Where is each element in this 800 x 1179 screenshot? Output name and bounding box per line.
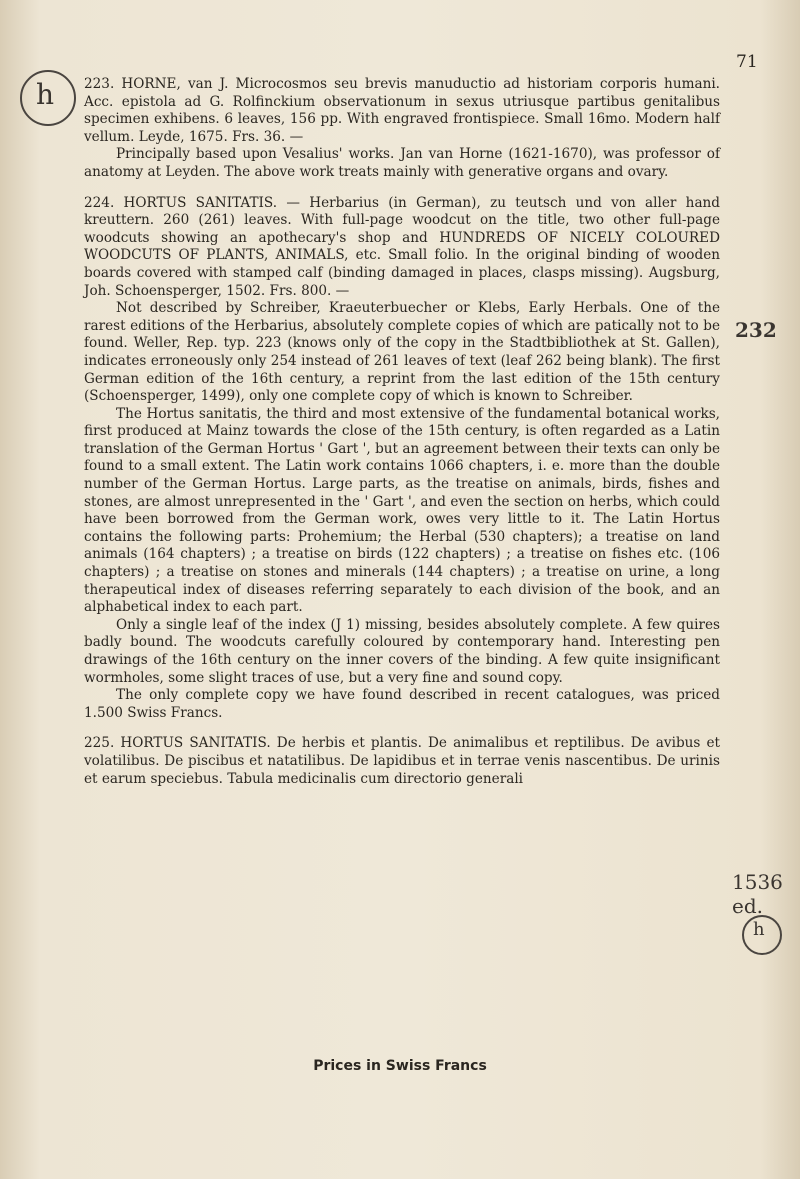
entry-note: Principally based upon Vesalius' works. Jan van Horne (1621-1670), was professor of anatomy at Leyden. The above work treats mainly with generative organs and ovary. (84, 146, 720, 180)
entry-paragraph: 225. HORTUS SANITATIS. De herbis et plantis. De animalibus et reptilibus. De avibus et volatilibus. De piscibus et natatilibus. De lapidibus et in terrae venis nascentibus. De urinis et earum speciebus. Tabula medicinalis cum directorio generali (84, 735, 720, 787)
margin-note-left-top: h (36, 78, 55, 111)
entry-225 (84, 735, 720, 788)
catalogue-text (84, 76, 720, 801)
entry-note: The Hortus sanitatis, the third and most extensive of the fundamental botanical works, first produced at Mainz towards the close of the 15th century, is often regarded as a Latin translation of the German Hortus ' Gart ', but an agreement between their texts can only be found to a small extent. The Latin work contains 1066 chapters, i. e. more than the double number of the German Hortus. Large parts, as the treatise on animals, birds, fishes and stones, are almost unrepresented in the ' Gart ', and even the section on herbs, which could have been borrowed from the German work, owes very little to it. The Latin Hortus contains the following parts: Prohemium; the Herbal (530 chapters); a treatise on land animals (164 chapters) ; a treatise on birds (122 chapters) ; a treatise on fishes etc. (106 chapters) ; a treatise on stones and minerals (144 chapters) ; a treatise on urine, a long therapeutical index of diseases referring separately to each division of the book, and an alphabetical index to each part. (84, 405, 720, 616)
margin-note-right-lower: 1536 ed. (732, 870, 783, 918)
entry-paragraph: 224. HORTUS SANITATIS. — Herbarius (in German), zu teutsch und von aller hand kreuttern. 260 (261) leaves. With full-page woodcut on the title, two other full-page woodcuts showing an apothecary's shop and HUNDREDS OF NICELY COLOURED WOODCUTS OF PLANTS, ANIMALS, etc. Small folio. In the original binding of wooden boards covered with stamped calf (binding damaged in places, clasps missing). Augsburg, Joh. Schoensperger, 1502. Frs. 800. — (84, 194, 720, 299)
entry-223 (84, 76, 720, 182)
entry-paragraph: 223. HORNE, van J. Microcosmos seu brevis manuductio ad historiam corporis humani. Acc. epistola ad G. Rolfinckium observationum in sexus utriusque partibus genitalibus specimen exhibens. 6 leaves, 156 pp. With engraved frontispiece. Small 16mo. Modern half vellum. Leyde, 1675. Frs. 36. — (84, 76, 720, 145)
page-footer: Prices in Swiss Francs (313, 1058, 487, 1074)
entry-note: Not described by Schreiber, Kraeuterbuecher or Klebs, Early Herbals. One of the rarest editions of the Herbarius, absolutely complete copies of which are patically not to be found. Weller, Rep. typ. 223 (knows only of the copy in the Stadtbibliothek at St. Gallen), indicates erroneously only 254 instead of 261 leaves of text (leaf 262 being blank). The first German edition of the 16th century, a reprint from the last edition of the 15th century (Schoensperger, 1499), only one complete copy of which is known to Schreiber. (84, 300, 720, 405)
entry-224 (84, 195, 720, 723)
entry-note: Only a single leaf of the index (J 1) missing, besides absolutely complete. A few quires badly bound. The woodcuts carefully coloured by contemporary hand. Interesting pen drawings of the 16th century on the inner covers of the binding. A few quite insignificant wormholes, some slight traces of use, but a very fine and sound copy. (84, 616, 720, 686)
entry-note: The only complete copy we have found described in recent catalogues, was priced 1.500 Swiss Francs. (84, 687, 720, 721)
margin-note-right-mid: 232 (735, 318, 777, 342)
page-number: 71 (736, 52, 758, 72)
margin-note-right-circle: h (753, 919, 765, 940)
